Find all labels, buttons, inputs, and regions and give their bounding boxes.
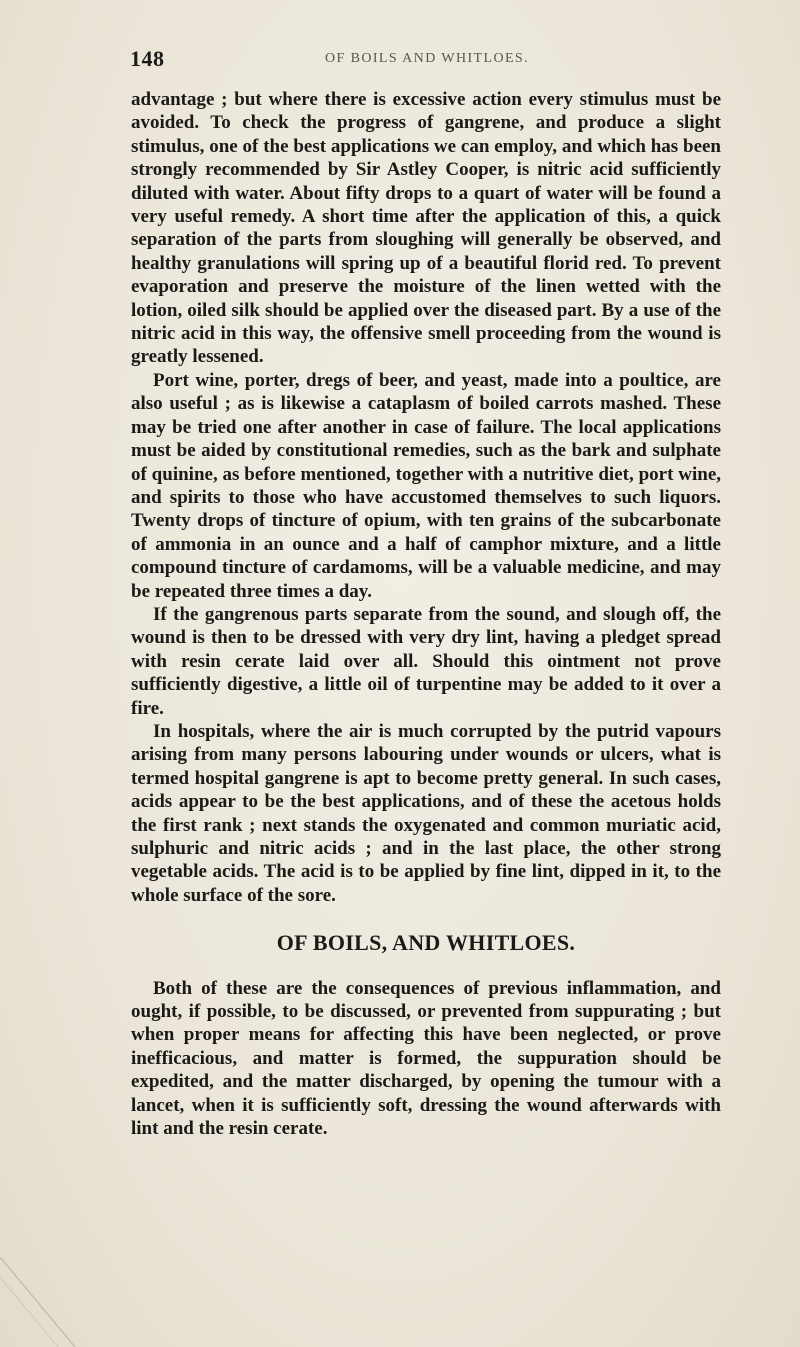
running-head: OF BOILS AND WHITLOES. xyxy=(325,51,529,66)
paragraph-hospital-gangrene: In hospitals, where the air is much corrupted by the putrid vapours arising from many persons labouring under wounds or ulcers, what is termed hospital gangrene is apt to become pretty general. In such cases, acids appear to be the best applications, and of these the acetous holds the first rank ; next stands the oxygenated and common muriatic acid, sulphuric and nitric acids ; and in the last place, the other strong vegetable acids. The acid is to be applied by fine lint, dipped in it, to the whole surface of the sore. xyxy=(131,720,721,906)
paragraph-dressing: If the gangrenous parts separate from the sound, and slough off, the wound is then to be dressed with very dry lint, having a pledget spread with resin cerate laid over all. Should this ointment not prove sufficiently digestive, a little oil of turpentine may be added to it over a fire. xyxy=(131,603,721,719)
page-fold-mark xyxy=(0,1257,110,1347)
paragraph-boils: Both of these are the consequences of previous inflammation, and ought, if possible, to be discussed, or prevented from suppurating ; but when proper means for affecting this have been neglected, or prove inefficacious, and matter is formed, the suppuration should be expedited, and the matter discharged, by opening the tumour with a lancet, when it is sufficiently soft, dressing the wound afterwards with lint and the resin cerate. xyxy=(131,977,721,1140)
body-text xyxy=(131,88,721,1140)
paragraph-poultices: Port wine, porter, dregs of beer, and yeast, made into a poultice, are also useful ; as is likewise a cataplasm of boiled carrots mashed. These may be tried one after another in case of failure. The local applications must be aided by constitutional remedies, such as the bark and sulphate of quinine, as before mentioned, together with a nutritive diet, port wine, and spirits to those who have accustomed themselves to such liquors. Twenty drops of tincture of opium, with ten grains of the subcarbonate of ammonia in an ounce and a half of camphor mixture, and a little compound tincture of cardamoms, will be a valuable medicine, and may be repeated three times a day. xyxy=(131,369,721,602)
section-heading: OF BOILS, AND WHITLOES. xyxy=(276,930,576,956)
paragraph-gangrene-treatment: advantage ; but where there is excessive action every stimulus must be avoided. To check the progress of gangrene, and produce a slight stimulus, one of the best applications we can employ, and which has been strongly recommended by Sir Astley Cooper, is nitric acid sufficiently diluted with water. About fifty drops to a quart of water will be found a very useful remedy. A short time after the application of this, a quick separation of the parts from sloughing will generally be observed, and healthy granulations will spring up of a beautiful florid red. To prevent evaporation and preserve the moisture of the linen wetted with the lotion, oiled silk should be applied over the diseased part. By a use of the nitric acid in this way, the offensive smell proceeding from the wound is greatly lessened. xyxy=(131,89,721,368)
page-header xyxy=(130,46,730,76)
page-number: 148 xyxy=(130,46,165,71)
